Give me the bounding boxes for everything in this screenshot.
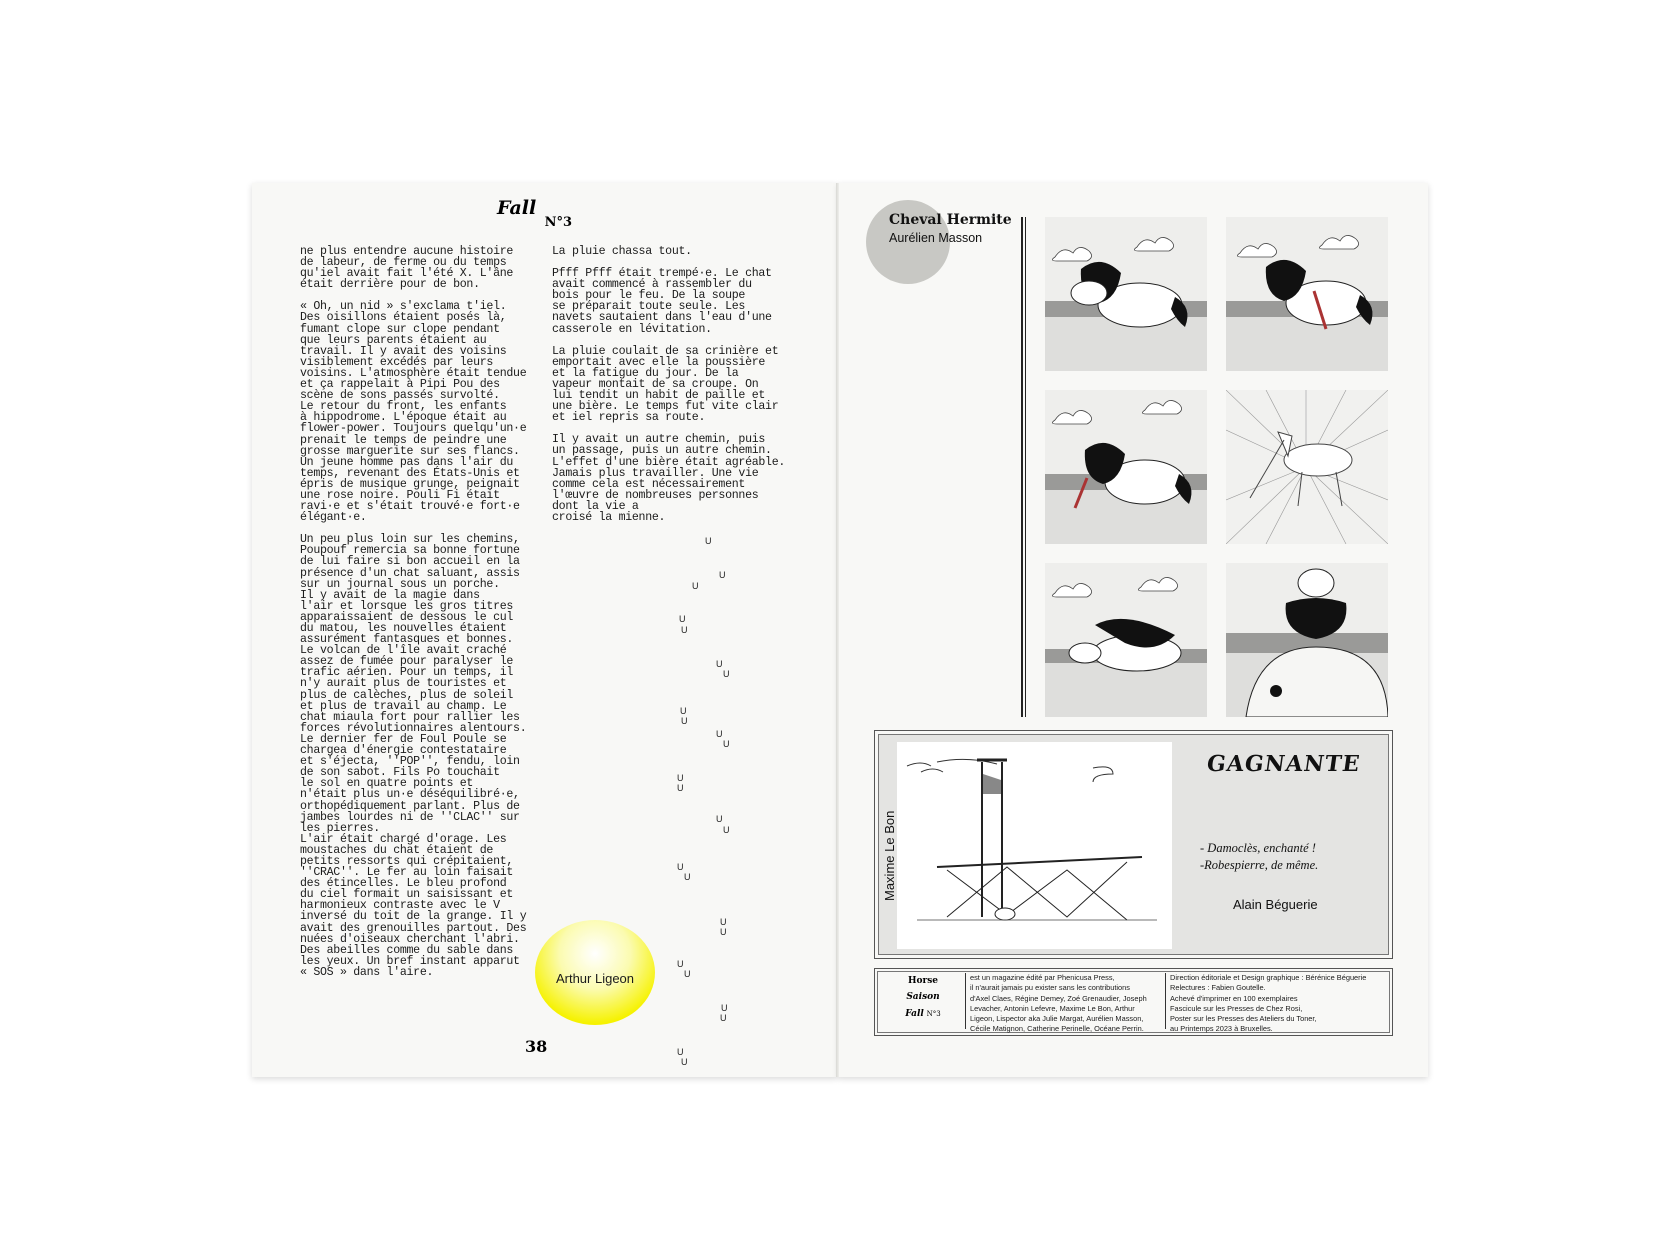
hoof-print: U xyxy=(723,669,730,679)
paragraph: Un peu plus loin sur les chemins, Poupouf remercia sa bonne fortune de lui faire si bon accueil en la présence d'un chat saluant, assis sur un journal sous un porche. Il y avait de la magie dans l'air et lorsque les gros titres apparaissaient de dessous le cul du matou, les nouvelles étaient assurément fantasques et bonnes. Le volcan de l'île avait craché assez de fumée pour paralyser le trafic aérien. Pour un temps, il n'y aurait plus de touristes et plus de calèches, plus de soleil et plus de travail au champ. Le chat miaula fort pour rallier les forces révolutionnaires alentours. Le dernier fer de Foul Poule se chargea d'énergie contestataire et s'éjecta, ''POP'', fendu, loin de son sabot. Fils Po touchait le sol en quatre points et n'était plus un·e déséquilibré·e, orthopédiquement parlant. Plus de jambes lourdes ni de ''CLAC'' sur les pierres. L'air était chargé d'orage. Les moustaches du chat étaient de petits ressorts qui crépitaient, ''CRAC''. Le fer au loin faisait des étincelles. Le bleu profond du ciel formait un saisissant et harmonieux contraste avec le V inversé du toit de la grange. Il y avait des grenouilles partout. Des nuées d'oiseaux cherchant l'abri. Des abeilles comme du sable dans les yeux. Un bref instant apparut « SOS » dans l'aire. xyxy=(300,533,527,979)
hoof-print: U xyxy=(679,614,686,624)
hoof-print: U xyxy=(716,729,723,739)
hoof-print: U xyxy=(680,706,687,716)
colophon-logo xyxy=(881,973,966,1029)
comic-panel xyxy=(1045,217,1207,371)
book-gutter xyxy=(836,183,839,1077)
hoof-print: U xyxy=(719,570,726,580)
dialogue-line: -Robespierre, de même. xyxy=(1200,858,1319,872)
colophon-contributors: est un magazine édité par Phenicusa Press, il n'aurait jamais pu exister sans les contributions d'Axel Claes, Régine Demey, Zoé Grenaudier, Joseph Levacher, Antonin Lefevre, Maxime Le Bon, Arthur Ligeon, Lispector aka Julie Margat, Aurélien Masson, Cécile Matignon, Catherine Perinelle, Océane Perrin. xyxy=(970,973,1147,1034)
text-column-1 xyxy=(300,246,535,989)
divider-line xyxy=(1021,217,1023,717)
comic-panel xyxy=(1045,563,1207,717)
gagnant-title: GAGNANTE xyxy=(1205,751,1362,777)
hoof-print: U xyxy=(681,625,688,635)
author-name: Arthur Ligeon xyxy=(555,971,635,986)
hoof-print: U xyxy=(723,825,730,835)
header-number: N°3 xyxy=(544,215,573,230)
hoof-print: U xyxy=(677,862,684,872)
guillotine-drawing xyxy=(897,742,1172,949)
hoof-print: U xyxy=(677,783,684,793)
hoof-print: U xyxy=(720,927,727,937)
hoof-print: U xyxy=(677,959,684,969)
paragraph: La pluie coulait de sa crinière et emportait avec elle la poussière et la fatigue du jour. De la vapeur montait de sa croupe. On lui tendit un habit de paille et une bière. Le temps fut vite clair et iel repris sa route. xyxy=(552,344,779,425)
hoof-print: U xyxy=(721,1003,728,1013)
logo-line: Saison xyxy=(906,992,940,1002)
comic-title: Cheval Hermite xyxy=(889,212,1012,228)
hoof-print: U xyxy=(720,917,727,927)
header-title: Fall xyxy=(497,197,537,219)
comic-panel xyxy=(1226,563,1388,717)
contest-box xyxy=(874,730,1393,959)
comic-author: Aurélien Masson xyxy=(889,231,983,245)
gagnant-author: Alain Béguerie xyxy=(1233,897,1318,912)
paragraph: Il y avait un autre chemin, puis un passage, puis un autre chemin. L'effet d'une bière était agréable. Jamais plus travailler. Une vie comme cela est nécessairement l'œuvre de nombreuses personnes dont la vie a croisé la mienne. xyxy=(552,433,786,524)
hoof-print: U xyxy=(716,814,723,824)
page-number: 38 xyxy=(525,1037,548,1056)
hoof-print: U xyxy=(684,969,691,979)
comic-panel xyxy=(1226,390,1388,544)
paragraph: ne plus entendre aucune histoire de labeur, de ferme ou du temps qu'iel avait fait l'été X. L'âne était derrière pour de bon. xyxy=(300,245,514,292)
hoof-print: U xyxy=(684,872,691,882)
hoof-print: U xyxy=(692,581,699,591)
hoof-print: U xyxy=(716,659,723,669)
hoof-print: U xyxy=(705,536,712,546)
comic-panel xyxy=(1226,217,1388,371)
hoof-print: U xyxy=(677,1047,684,1057)
paragraph: « Oh, un nid » s'exclama t'iel. Des oisillons étaient posés là, fumant clope sur clope pendant que leurs parents étaient au travail. Il y avait des voisins visiblement excédés par leurs voisins. L'atmosphère était tendue et ça rappelait à Pipi Pou des scène de sons passés survolté. Le retour du front, les enfants à hippodrome. L'époque était au flower-power. Toujours quelqu'un·e prenait le temps de peindre une grosse marguerite sur ses flancs. Un jeune homme pas dans l'air du temps, revenant des États-Unis et épris de musique grunge, peignait une rose noire. Pouli Fi était ravi·e et s'était trouvé·e fort·e élégant·e. xyxy=(300,300,527,525)
divider-line xyxy=(1025,217,1026,717)
hoof-print: U xyxy=(723,739,730,749)
gagnant-dialogue xyxy=(1200,840,1360,874)
paragraph: La pluie chassa tout. xyxy=(552,245,692,258)
text-column-2 xyxy=(552,246,802,534)
comic-panel xyxy=(1045,390,1207,544)
hoof-print: U xyxy=(720,1013,727,1023)
dialogue-line: - Damoclès, enchanté ! xyxy=(1200,841,1316,855)
paragraph: Pfff Pfff était trempé·e. Le chat avait commencé à rassembler du bois pour le feu. De la soupe se préparait toute seule. Les navets sautaient dans l'eau d'une casserole en lévitation. xyxy=(552,267,772,336)
colophon xyxy=(874,968,1393,1036)
hoof-print: U xyxy=(681,1057,688,1067)
logo-number: N°3 xyxy=(926,1010,941,1018)
vertical-author: Maxime Le Bon xyxy=(882,810,897,901)
logo-line: Horse xyxy=(907,976,939,986)
colophon-credits: Direction éditoriale et Design graphique : Bérénice Béguerie Relectures : Fabien Goutelle. Achevé d'imprimer en 100 exemplaires Fascicule sur les Presses de Chez Rosi, Poster sur les Presses des Ateliers du Toner, au Printemps 2023 à Bruxelles. xyxy=(1170,973,1367,1034)
hoof-print: U xyxy=(681,716,688,726)
hoof-print: U xyxy=(677,773,684,783)
logo-line: Fall xyxy=(905,1009,924,1019)
